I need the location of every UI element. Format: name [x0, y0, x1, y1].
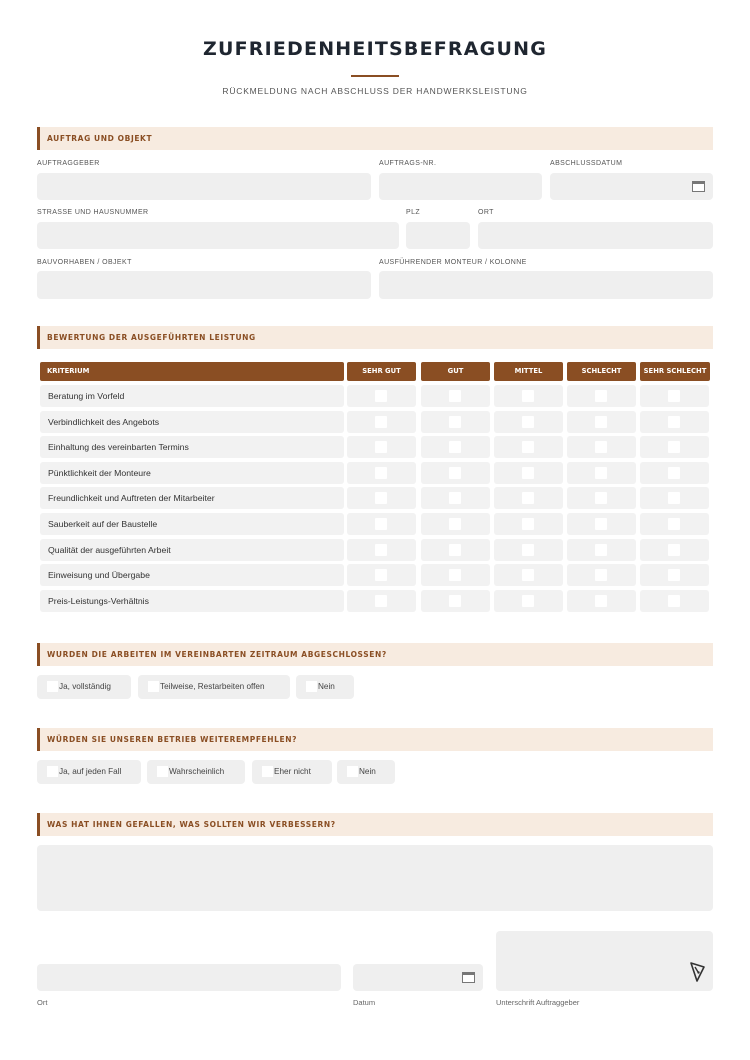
rating-cell	[640, 436, 709, 458]
zip-field[interactable]	[406, 222, 470, 249]
rating-checkbox[interactable]	[595, 416, 607, 428]
rating-cell	[494, 487, 563, 509]
rating-cell	[421, 385, 490, 407]
rating-cell	[494, 513, 563, 535]
rating-checkbox[interactable]	[375, 416, 387, 428]
rating-cell	[640, 462, 709, 484]
rating-checkbox[interactable]	[668, 518, 680, 530]
criterion-label: Qualität der ausgeführten Arbeit	[40, 539, 344, 561]
rating-cell	[494, 462, 563, 484]
rating-cell	[421, 590, 490, 612]
rating-checkbox[interactable]	[522, 441, 534, 453]
timeframe-option-yes[interactable]	[37, 675, 131, 699]
rating-checkbox[interactable]	[668, 492, 680, 504]
rating-checkbox[interactable]	[375, 544, 387, 556]
rating-checkbox[interactable]	[375, 569, 387, 581]
date-label: Datum	[353, 998, 376, 1007]
city-field[interactable]	[478, 222, 713, 249]
criterion-label: Freundlichkeit und Auftreten der Mitarbeiter	[40, 487, 344, 509]
rating-checkbox[interactable]	[375, 595, 387, 607]
rating-checkbox[interactable]	[522, 416, 534, 428]
rating-cell	[494, 411, 563, 433]
checkbox[interactable]	[262, 766, 273, 777]
rating-checkbox[interactable]	[522, 569, 534, 581]
client-field[interactable]	[37, 173, 371, 200]
rating-cell	[421, 564, 490, 586]
order-number-label: AUFTRAGS-NR.	[379, 160, 437, 167]
rating-cell	[421, 462, 490, 484]
client-label: AUFTRAGGEBER	[37, 160, 100, 167]
timeframe-option-no[interactable]	[296, 675, 354, 699]
rating-checkbox[interactable]	[522, 492, 534, 504]
rating-cell	[640, 411, 709, 433]
criterion-label: Sauberkeit auf der Baustelle	[40, 513, 344, 535]
rating-checkbox[interactable]	[375, 390, 387, 402]
checkbox[interactable]	[347, 766, 358, 777]
scale-header-very-bad: SEHR SCHLECHT	[640, 362, 710, 381]
checkbox[interactable]	[148, 681, 159, 692]
crew-label: AUSFÜHRENDER MONTEUR / KOLONNE	[379, 259, 527, 266]
rating-cell	[347, 411, 416, 433]
rating-cell	[494, 385, 563, 407]
rating-checkbox[interactable]	[375, 467, 387, 479]
rating-cell	[421, 513, 490, 535]
rating-checkbox[interactable]	[595, 492, 607, 504]
checkbox[interactable]	[306, 681, 317, 692]
recommend-option-unlikely[interactable]	[252, 760, 332, 784]
signature-field[interactable]	[496, 931, 713, 991]
rating-cell	[567, 436, 636, 458]
section-heading-feedback: WAS HAT IHNEN GEFALLEN, WAS SOLLTEN WIR VERBESSERN?	[37, 813, 713, 836]
rating-checkbox[interactable]	[595, 390, 607, 402]
rating-cell	[640, 487, 709, 509]
rating-cell	[494, 590, 563, 612]
rating-cell	[640, 539, 709, 561]
rating-checkbox[interactable]	[449, 569, 461, 581]
rating-checkbox[interactable]	[668, 416, 680, 428]
rating-cell	[494, 564, 563, 586]
rating-cell	[347, 487, 416, 509]
rating-checkbox[interactable]	[522, 595, 534, 607]
timeframe-option-partial[interactable]	[138, 675, 290, 699]
rating-cell	[347, 462, 416, 484]
rating-cell	[567, 385, 636, 407]
recommend-option-no[interactable]	[337, 760, 395, 784]
rating-cell	[567, 411, 636, 433]
page-subtitle: RÜCKMELDUNG NACH ABSCHLUSS DER HANDWERKSLEISTUNG	[222, 86, 528, 96]
criterion-label: Preis-Leistungs-Verhältnis	[40, 590, 344, 612]
crew-field[interactable]	[379, 271, 713, 299]
title-divider	[351, 75, 399, 77]
rating-checkbox[interactable]	[522, 518, 534, 530]
city-label: ORT	[478, 209, 494, 216]
feedback-textarea[interactable]	[37, 845, 713, 911]
calendar-icon[interactable]	[692, 181, 705, 192]
rating-checkbox[interactable]	[595, 544, 607, 556]
scale-header-medium: MITTEL	[494, 362, 563, 381]
scale-header-bad: SCHLECHT	[567, 362, 636, 381]
rating-checkbox[interactable]	[668, 441, 680, 453]
rating-checkbox[interactable]	[449, 492, 461, 504]
checkbox[interactable]	[157, 766, 168, 777]
rating-cell	[567, 590, 636, 612]
rating-cell	[421, 436, 490, 458]
completion-date-field[interactable]	[550, 173, 713, 200]
rating-cell	[421, 411, 490, 433]
rating-cell	[567, 564, 636, 586]
rating-checkbox[interactable]	[449, 467, 461, 479]
option-label: Nein	[318, 682, 335, 691]
rating-cell	[640, 590, 709, 612]
rating-cell	[347, 539, 416, 561]
rating-cell	[567, 513, 636, 535]
rating-cell	[347, 564, 416, 586]
criterion-label: Beratung im Vorfeld	[40, 385, 344, 407]
rating-cell	[494, 539, 563, 561]
criterion-label: Pünktlichkeit der Monteure	[40, 462, 344, 484]
rating-cell	[421, 539, 490, 561]
rating-checkbox[interactable]	[449, 390, 461, 402]
rating-checkbox[interactable]	[595, 467, 607, 479]
section-heading-rating: BEWERTUNG DER AUSGEFÜHRTEN LEISTUNG	[37, 326, 713, 349]
rating-checkbox[interactable]	[595, 518, 607, 530]
street-label: STRASSE UND HAUSNUMMER	[37, 209, 149, 216]
zip-label: PLZ	[406, 209, 421, 216]
rating-cell	[347, 513, 416, 535]
rating-cell	[640, 513, 709, 535]
option-label: Ja, vollständig	[59, 682, 111, 691]
rating-cell	[347, 385, 416, 407]
rating-cell	[567, 487, 636, 509]
place-field[interactable]	[37, 964, 341, 991]
criterion-column-header: KRITERIUM	[40, 362, 344, 381]
rating-cell	[421, 487, 490, 509]
street-field[interactable]	[37, 222, 399, 249]
rating-checkbox[interactable]	[668, 467, 680, 479]
rating-cell	[640, 385, 709, 407]
rating-checkbox[interactable]	[595, 441, 607, 453]
calendar-icon[interactable]	[462, 972, 475, 983]
rating-cell	[494, 436, 563, 458]
option-label: Ja, auf jeden Fall	[59, 767, 122, 776]
project-field[interactable]	[37, 271, 371, 299]
date-field[interactable]	[353, 964, 483, 991]
page-title: ZUFRIEDENHEITSBEFRAGUNG	[202, 38, 547, 60]
project-label: BAUVORHABEN / OBJEKT	[37, 259, 132, 266]
completion-date-label: ABSCHLUSSDATUM	[550, 160, 623, 167]
option-label: Nein	[359, 767, 376, 776]
recommend-option-definitely[interactable]	[37, 760, 141, 784]
option-label: Wahrscheinlich	[169, 767, 225, 776]
section-heading-recommend: WÜRDEN SIE UNSEREN BETRIEB WEITEREMPFEHLEN?	[37, 728, 713, 751]
rating-checkbox[interactable]	[522, 544, 534, 556]
signature-label: Unterschrift Auftraggeber	[496, 998, 580, 1007]
section-heading-order: AUFTRAG UND OBJEKT	[37, 127, 713, 150]
option-label: Teilweise, Restarbeiten offen	[160, 682, 265, 691]
rating-checkbox[interactable]	[668, 390, 680, 402]
rating-checkbox[interactable]	[375, 441, 387, 453]
rating-checkbox[interactable]	[375, 492, 387, 504]
rating-checkbox[interactable]	[595, 569, 607, 581]
rating-checkbox[interactable]	[522, 390, 534, 402]
rating-cell	[567, 539, 636, 561]
rating-checkbox[interactable]	[668, 569, 680, 581]
rating-checkbox[interactable]	[595, 595, 607, 607]
rating-checkbox[interactable]	[449, 416, 461, 428]
rating-checkbox[interactable]	[449, 544, 461, 556]
checkbox[interactable]	[47, 681, 58, 692]
pen-icon	[689, 961, 707, 983]
rating-checkbox[interactable]	[449, 518, 461, 530]
rating-cell	[567, 462, 636, 484]
rating-checkbox[interactable]	[375, 518, 387, 530]
rating-cell	[640, 564, 709, 586]
rating-checkbox[interactable]	[449, 595, 461, 607]
rating-checkbox[interactable]	[668, 544, 680, 556]
criterion-label: Einweisung und Übergabe	[40, 564, 344, 586]
rating-checkbox[interactable]	[449, 441, 461, 453]
order-number-field[interactable]	[379, 173, 542, 200]
rating-cell	[347, 590, 416, 612]
scale-header-good: GUT	[421, 362, 490, 381]
checkbox[interactable]	[47, 766, 58, 777]
place-label: Ort	[37, 998, 48, 1007]
section-heading-timeframe: WURDEN DIE ARBEITEN IM VEREINBARTEN ZEITRAUM ABGESCHLOSSEN?	[37, 643, 713, 666]
rating-checkbox[interactable]	[522, 467, 534, 479]
rating-cell	[347, 436, 416, 458]
rating-checkbox[interactable]	[668, 595, 680, 607]
scale-header-very-good: SEHR GUT	[347, 362, 416, 381]
criterion-label: Einhaltung des vereinbarten Termins	[40, 436, 344, 458]
criterion-label: Verbindlichkeit des Angebots	[40, 411, 344, 433]
option-label: Eher nicht	[274, 767, 311, 776]
recommend-option-probably[interactable]	[147, 760, 245, 784]
